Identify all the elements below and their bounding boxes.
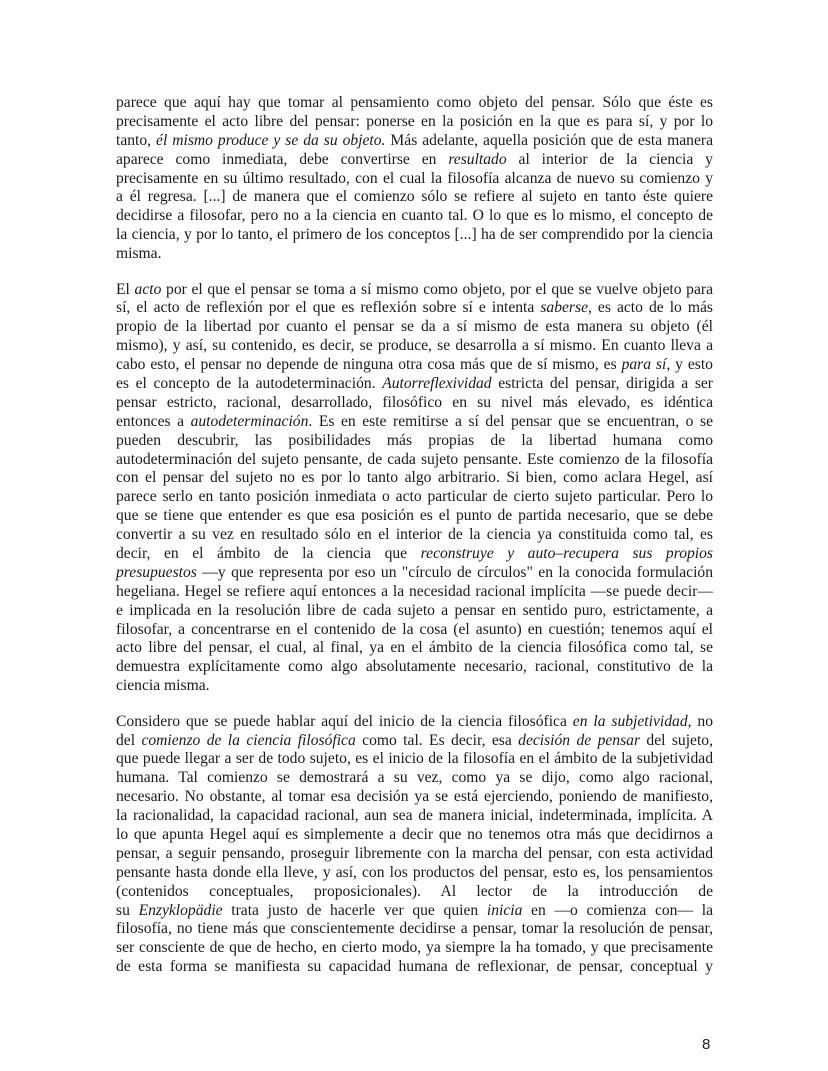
italic-text: comienzo de la ciencia filosófica — [141, 731, 356, 749]
text-run: —y que representa por eso un "círculo de círculos" en la conocida formulación — [196, 563, 713, 581]
text-line — [116, 469, 713, 488]
text-line — [116, 658, 713, 677]
text-run: pensar, a seguir pensando, proseguir libremente con la marcha del pensar, con esta actividad — [116, 844, 713, 862]
text-line — [116, 151, 713, 170]
text-run: ser consciente de que de hecho, en cierto modo, ya siempre la ha tomado, y que precisamente — [116, 939, 713, 957]
text-line — [116, 883, 713, 902]
text-line — [116, 432, 713, 451]
text-run: sí, el acto de reflexión por el que es reflexión sobre sí e intenta — [116, 299, 541, 317]
text-line — [116, 507, 713, 526]
italic-text: resultado — [448, 150, 507, 168]
text-line — [116, 318, 713, 337]
italic-text: Autorreflexividad — [382, 374, 492, 392]
text-line — [116, 769, 713, 788]
text-line — [116, 207, 713, 226]
text-line — [116, 299, 713, 318]
text-run: acto libre del pensar, el cual, al final, ya en el ámbito de la ciencia filosófica como tal, se — [116, 639, 713, 657]
text-line — [116, 132, 713, 151]
text-run: convertir a su vez en resultado sólo en el interior de la ciencia ya constituida como tal, es — [116, 526, 713, 544]
text-run: filosofar, a concentrarse en el contenido de la cosa (el asunto) en cuestión; tenemos aquí el — [116, 620, 713, 638]
text-line — [116, 713, 713, 732]
text-line — [116, 94, 713, 113]
text-run: ciencia misma. — [116, 677, 210, 695]
text-run: e implicada en la resolución libre de cada sujeto a pensar en sentido puro, estrictamente, a — [116, 601, 713, 619]
text-run: pensante hasta donde ella lleve, y así, con los productos del pensar, esto es, los pensamientos — [116, 863, 713, 881]
text-run: cabo esto, el pensar no depende de ninguna otra cosa más que de sí mismo, es — [116, 356, 622, 374]
text-run: es el concepto de la autodeterminación. — [116, 374, 383, 392]
text-line — [116, 170, 713, 189]
text-run: , y esto — [666, 356, 713, 374]
text-run: entonces a — [116, 412, 191, 430]
text-line — [116, 188, 713, 207]
italic-text: presupuestos — [116, 563, 197, 581]
text-run: Más adelante, aquella posición que de esta manera — [385, 131, 714, 149]
text-run: como tal. Es decir, esa — [355, 731, 519, 749]
paragraph — [116, 713, 713, 977]
text-run: necesario. No obstante, al tomar esa decisión ya se está ejerciendo, poniendo de manifiesto, — [116, 788, 713, 806]
text-line — [116, 356, 713, 375]
text-line — [116, 807, 713, 826]
text-run: con el pensar del sujeto no es por lo tanto algo arbitrario. Si bien, como aclara Hegel, así — [116, 469, 713, 487]
text-run: a él regresa. [...] de manera que el comienzo sólo se refiere al sujeto en tanto éste quiere — [116, 188, 713, 206]
text-run: parece que aquí hay que tomar al pensamiento como objeto del pensar. Sólo que éste es — [116, 94, 713, 111]
italic-text: reconstruye y auto–recupera sus propios — [420, 544, 714, 562]
text-line — [116, 788, 713, 807]
text-line — [116, 845, 713, 864]
text-line — [116, 113, 713, 132]
text-run: que se tiene que entender es que esa posición es el punto de partida necesario, que se debe — [116, 507, 713, 525]
text-run: en —o comienza con— la — [522, 901, 713, 919]
italic-text: acto — [134, 280, 162, 298]
text-run: del sujeto, — [640, 731, 714, 749]
text-run: tanto, — [116, 131, 157, 149]
text-line — [116, 375, 713, 394]
text-line — [116, 602, 713, 621]
text-run: El — [116, 280, 135, 298]
text-run: misma. — [116, 245, 162, 263]
text-run: decidirse a filosofar, pero no a la ciencia en cuanto tal. O lo que es lo mismo, el concepto de — [116, 207, 713, 225]
text-run: su — [116, 901, 139, 919]
text-line — [116, 621, 713, 640]
text-run: al interior de la ciencia y — [506, 150, 713, 168]
text-run: precisamente el acto libre del pensar: ponerse en la posición en la que es para sí, y por lo — [116, 112, 713, 130]
text-line — [116, 958, 713, 977]
text-line — [116, 281, 713, 300]
text-line — [116, 413, 713, 432]
text-run: hegeliana. Hegel se refiere aquí entonces a la necesidad racional implícita —se puede decir— — [116, 582, 713, 600]
text-line — [116, 639, 713, 658]
italic-text: autodeterminación — [190, 412, 309, 430]
paragraph — [116, 94, 713, 264]
italic-text: Enzyklopädie — [138, 901, 223, 919]
italic-text: para sí — [621, 356, 667, 374]
text-run: demuestra explícitamente como algo absolutamente necesario, racional, constitutivo de la — [116, 658, 713, 676]
italic-text: él mismo produce y se da su objeto. — [156, 131, 386, 149]
text-line — [116, 564, 713, 583]
text-run: trata justo de hacerle ver que quien — [222, 901, 487, 919]
text-run: , no — [687, 712, 713, 730]
text-line — [116, 826, 713, 845]
text-line — [116, 920, 713, 939]
text-line — [116, 451, 713, 470]
text-run: Considero que se puede hablar aquí del inicio de la ciencia filosófica — [116, 712, 573, 730]
italic-text: en la subjetividad — [572, 712, 688, 730]
text-run: la ciencia, y por lo tanto, el primero de los conceptos [...] ha de ser comprendido por la ciencia — [116, 226, 713, 244]
text-line — [116, 864, 713, 883]
text-run: autodeterminación del sujeto pensante, de cada sujeto pensante. Este comienzo de la filosofía — [116, 450, 713, 468]
italic-text: decisión de pensar — [518, 731, 641, 749]
text-run: de esta forma se manifiesta su capacidad humana de reflexionar, de pensar, conceptual y — [116, 958, 713, 976]
text-line — [116, 902, 713, 921]
text-run: parece serlo en tanto posición inmediata o acto particular de cierto sujeto particular. Pero lo — [116, 488, 713, 506]
text-line — [116, 732, 713, 751]
text-line — [116, 526, 713, 545]
text-run: pensar estricto, racional, desarrollado, filosófico en su nivel más elevado, es idéntica — [116, 393, 713, 411]
text-run: decir, en el ámbito de la ciencia que — [116, 544, 421, 562]
body-text — [116, 94, 713, 994]
text-run: (contenidos conceptuales, proposicionales). Al lector de la introducción de — [116, 882, 713, 900]
italic-text: saberse — [540, 299, 588, 317]
text-run: filosofía, no tiene más que conscientemente decidirse a pensar, tomar la resolución de pensar, — [116, 920, 713, 938]
text-run: lo que apunta Hegel aquí es simplemente a decir que no tenemos otra más que decidirnos a — [116, 825, 713, 843]
text-run: mismo), y así, su contenido, es decir, se produce, se desarrolla a sí mismo. En cuanto lleva a — [116, 337, 713, 355]
text-line — [116, 583, 713, 602]
paragraph — [116, 281, 713, 697]
text-line — [116, 488, 713, 507]
text-run: del — [116, 731, 142, 749]
text-run: propio de la libertad por cuanto el pensar se da a sí mismo de esta manera su objeto (él — [116, 318, 713, 336]
text-line — [116, 394, 713, 413]
italic-text: inicia — [486, 901, 523, 919]
text-line — [116, 226, 713, 245]
text-run: la racionalidad, la capacidad racional, aun sea de manera inicial, indeterminada, implícita. A — [116, 807, 713, 825]
text-run: que puede llegar a ser de todo sujeto, es el inicio de la filosofía en el ámbito de la subjetividad — [116, 750, 713, 768]
text-line — [116, 245, 713, 264]
text-line — [116, 337, 713, 356]
text-line — [116, 545, 713, 564]
text-run: por el que el pensar se toma a sí mismo como objeto, por el que se vuelve objeto para — [161, 280, 713, 298]
text-run: pueden descubrir, las posibilidades más propias de la libertad humana como — [116, 431, 713, 449]
text-line — [116, 939, 713, 958]
text-line — [116, 677, 713, 696]
text-run: , es acto de lo más — [588, 299, 713, 317]
text-line — [116, 750, 713, 769]
text-run: estricta del pensar, dirigida a ser — [491, 374, 714, 392]
text-run: humana. Tal comienzo se demostrará a su vez, como ya se dijo, como algo racional, — [116, 769, 713, 787]
text-run: precisamente en su último resultado, con el cual la filosofía alcanza de nuevo su comienzo y — [116, 169, 713, 187]
page-number: 8 — [702, 1036, 711, 1053]
text-run: . Es en este remitirse a sí del pensar que se encuentran, o se — [308, 412, 714, 430]
text-run: aparece como inmediata, debe convertirse en — [116, 150, 449, 168]
